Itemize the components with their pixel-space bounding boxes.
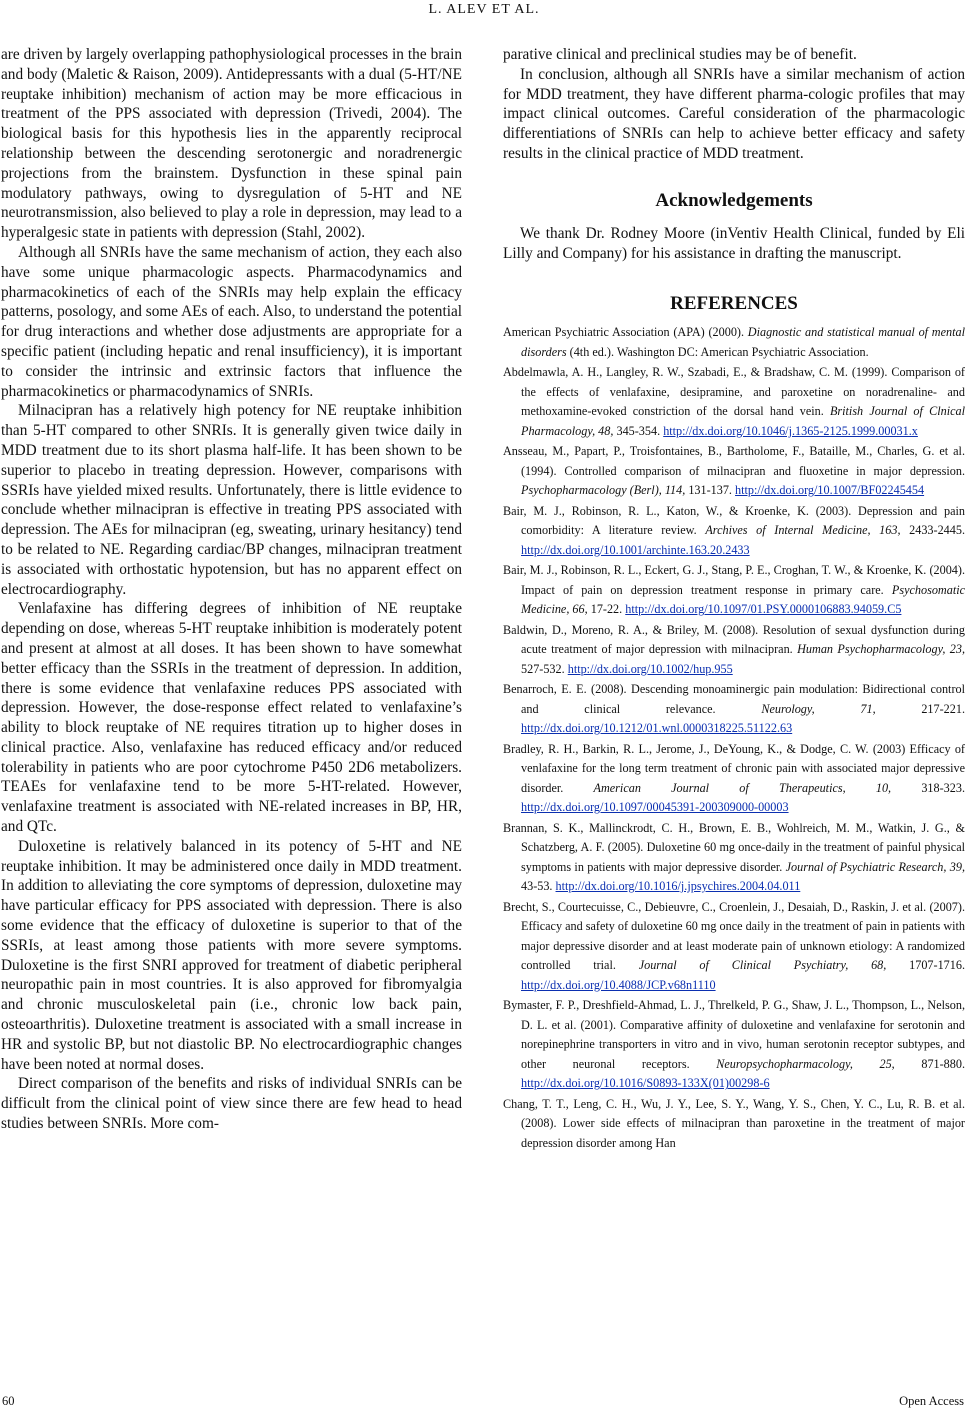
reference-item: Chang, T. T., Leng, C. H., Wu, J. Y., Lee, S. Y., Wang, Y. S., Chen, Y. C., Lu, R. B. et al. (2008). Lower side effects of milnacipran than paroxetine in the treatment of major depression disorder among Han [503, 1096, 965, 1150]
body-paragraph: Although all SNRIs have the same mechanism of action, they each also have some unique pharmacologic aspects. Pharmacodynamics and pharmacokinetics of each of the SNRIs may help explain the efficacy patterns, posology, and some AEs of each. Also, to understand the potential for drug interactions and whether dose adjustments are appropriate for a specific patient (including hepatic and renal insufficiency), it is important to consider the intrinsic and extrinsic factors that influence the pharmacokinetics or pharmacodynamics of SNRIs. [1, 243, 462, 400]
body-paragraph: Duloxetine is relatively balanced in its potency of 5-HT and NE reuptake inhibition. It may be administered once daily in MDD treatment. In addition to alleviating the core symptoms of depression, duloxetine may have particular efficacy for PPS associated with depression. There is also some evidence that the efficacy of duloxetine is superior to that of the SSRIs, at least among those patients with more severe symptoms. Duloxetine is the first SNRI approved for treatment of diabetic peripheral neuropathic pain in most countries. It is also approved for fibromyalgia and chronic musculoskeletal pain (i.e., chronic low back pain, osteoarthritis). Duloxetine treatment is associated with a small increase in HR and systolic BP, but not diastolic BP. No electrocardiographic changes have been noted at normal doses. [1, 837, 462, 1073]
doi-link[interactable]: http://dx.doi.org/10.4088/JCP.v68n1110 [521, 977, 716, 992]
doi-link[interactable]: http://dx.doi.org/10.1002/hup.955 [567, 661, 733, 676]
page-number: 60 [2, 1394, 15, 1408]
reference-item: American Psychiatric Association (APA) (2000). Diagnostic and statistical manual of mental disorders (4th ed.). Washington DC: American Psychiatric Association. [503, 325, 965, 359]
doi-link[interactable]: http://dx.doi.org/10.1007/BF02245454 [735, 483, 925, 498]
reference-item: Abdelmawla, A. H., Langley, R. W., Szabadi, E., & Bradshaw, C. M. (1999). Comparison of the effects of venlafaxine, desipramine, and paroxetine on noradrenaline- and methoxamine-evoked constriction of the dorsal hand vein. British Journal of Clnical Pharmacology, 48, 345-354. http://dx.doi.org/10.1046/j.1365-2125.1999.00031.x [503, 365, 965, 438]
reference-item: Ansseau, M., Papart, P., Troisfontaines, B., Bartholome, F., Bataille, M., Charles, G. et al. (1994). Controlled comparison of milnacipran and fluoxetine in major depression. Psychopharmacology (Berl), 114, 131-137. http://dx.doi.org/10.1007/BF02245454 [503, 444, 965, 498]
reference-list [503, 323, 965, 1153]
acknowledgements-text: We thank Dr. Rodney Moore (inVentiv Health Clinical, funded by Eli Lilly and Company) for his assistance in drafting the manuscript. [503, 224, 965, 262]
reference-item: Bymaster, F. P., Dreshfield-Ahmad, L. J., Threlkeld, P. G., Shaw, J. L., Thompson, L., Nelson, D. L. et al. (2001). Comparative affinity of duloxetine and venlafaxine for serotonin and norepinephrine transporters in vitro and in vivo, human serotonin receptor subtypes, and other neuronal receptors. Neuropsychopharmacology, 25, 871-880. http://dx.doi.org/10.1016/S0893-133X(01)00298-6 [503, 998, 966, 1091]
reference-item: Brecht, S., Courtecuisse, C., Debieuvre, C., Croenlein, J., Desaiah, D., Raskin, J. et al. (2007). Efficacy and safety of duloxetine 60 mg once daily in the treatment of pain in patients with major depressive disorder and at least moderate pain of unknown etiology: A randomized controlled trial. Journal of Clinical Psychiatry, 68, 1707-1716. http://dx.doi.org/10.4088/JCP.v68n1110 [503, 899, 965, 992]
doi-link[interactable]: http://dx.doi.org/10.1016/j.jpsychires.2004.04.011 [555, 879, 801, 894]
doi-link[interactable]: http://dx.doi.org/10.1212/01.wnl.0000318225.51122.63 [521, 721, 793, 736]
reference-item: Bradley, R. H., Barkin, R. L., Jerome, J., DeYoung, K., & Dodge, C. W. (2003) Efficacy of venlafaxine for the long term treatment of chronic pain with associated major depressive disorder. American Journal of Therapeutics, 10, 318-323. http://dx.doi.org/10.1097/00045391-200309000-00003 [503, 741, 965, 815]
reference-item: Bair, M. J., Robinson, R. L., Katon, W., & Kroenke, K. (2003). Depression and pain comorbidity: A literature review. Archives of Internal Medicine, 163, 2433-2445. http://dx.doi.org/10.1001/archinte.163.20.2433 [503, 503, 966, 557]
body-paragraph: are driven by largely overlapping pathophysiological processes in the brain and body (Maletic & Raison, 2009). Antidepressants with a dual (5-HT/NE reuptake inhibition) mechanism of action may be more efficacious in treatment of the PPS associated with depression (Trivedi, 2004). The biological basis for this hypothesis lies in the apparently reciprocal relationship between the descending serotonergic and noradrenergic projections from the brainstem. Dysfunction in these spinal pain modulatory pathways, owing to dysregulation of 5-HT and NE neurotransmission, also believed to play a role in depression, may lead to a hyperalgesic state in patients with depression (Stahl, 2002). [1, 46, 462, 242]
body-paragraph: Direct comparison of the benefits and risks of individual SNRIs can be difficult from the clinical point of view since there are few head to head studies between SNRIs. More com- [1, 1075, 462, 1133]
reference-item: Brannan, S. K., Mallinckrodt, C. H., Brown, E. B., Wohlreich, M. M., Watkin, J. G., & Schatzberg, A. F. (2005). Duloxetine 60 mg once-daily in the treatment of painful physical symptoms in patients with major depressive disorder. Journal of Psychiatric Research, 39, 43-53. http://dx.doi.org/10.1016/j.jpsychires.2004.04.011 [503, 820, 965, 894]
doi-link[interactable]: http://dx.doi.org/10.1097/00045391-200309000-00003 [521, 800, 789, 815]
body-paragraph: Milnacipran has a relatively high potency for NE reuptake inhibition than 5-HT compared to other SNRIs. It is generally given twice daily in MDD treatment due to its short plasma half-life. It has been shown to be superior to placebo in treating depression. However, comparisons with SSRIs have yielded mixed results. Unfortunately, there is little evidence to conclude whether milnacipran is effective in treating PPS associated with depression. The AEs for milnacipran (eg, sweating, urinary hesitancy) tend to be related to NE. Regarding cardiac/BP changes, milnacipran treatment is associated with orthostatic hypotension, but has no apparent effect on electrocardiography. [1, 402, 462, 598]
reference-item: Baldwin, D., Moreno, R. A., & Briley, M. (2008). Resolution of sexual dysfunction during acute treatment of major depression with milnacipran. Human Psychopharmacology, 23, 527-532. http://dx.doi.org/10.1002/hup.955 [503, 622, 966, 676]
reference-item: Bair, M. J., Robinson, R. L., Eckert, G. J., Stang, P. E., Croghan, T. W., & Kroenke, K. (2004). Impact of pain on depression treatment response in primary care. Psychosomatic Medicine, 66, 17-22. http://dx.doi.org/10.1097/01.PSY.0000106883.94059.C5 [503, 563, 965, 617]
body-paragraph: parative clinical and preclinical studies may be of benefit. [503, 46, 857, 63]
left-column [1, 45, 462, 1134]
body-paragraph: Venlafaxine has differing degrees of inhibition of NE reuptake depending on dose, whereas 5-HT reuptake inhibition is moderately potent and present at almost at all doses. It has been shown to have somewhat better efficacy than the SSRIs in the treatment of depression. In addition, there is some evidence that venlafaxine reduces PPS associated with depression. However, the dose-response effect related to venlafaxine’s ability to block reuptake of NE requires titration up to higher doses in clinical practice. Also, venlafaxine has reduced efficacy and/or reduced tolerability in patients who are poor cytochrome P450 2D6 metabolizers. TEAEs for venlafaxine tend to be more 5-HT-related. However, venlafaxine treatment is associated with NE-related increases in BP, HR, and QTc. [1, 600, 462, 836]
right-column [503, 45, 965, 1154]
doi-link[interactable]: http://dx.doi.org/10.1046/j.1365-2125.1999.00031.x [663, 423, 918, 438]
references-heading: REFERENCES [670, 293, 798, 315]
reference-item: Benarroch, E. E. (2008). Descending monoaminergic pain modulation: Bidirectional control and clinical relevance. Neurology, 71, 217-221. http://dx.doi.org/10.1212/01.wnl.0000318225.51122.63 [503, 682, 965, 736]
doi-link[interactable]: http://dx.doi.org/10.1016/S0893-133X(01)00298-6 [521, 1076, 770, 1091]
doi-link[interactable]: http://dx.doi.org/10.1001/archinte.163.20.2433 [521, 542, 750, 557]
body-paragraph: In conclusion, although all SNRIs have a similar mechanism of action for MDD treatment, they have different pharma-cologic profiles that may impact clinical outcomes. Careful consideration of the pharmacologic differentiations of SNRIs can help to achieve better efficacy and safety results in the clinical practice of MDD treatment. [503, 65, 965, 162]
acknowledgements-heading: Acknowledgements [655, 189, 813, 211]
running-head: L. ALEV ET AL. [428, 2, 540, 17]
journal-name: Open Access [899, 1394, 964, 1408]
doi-link[interactable]: http://dx.doi.org/10.1097/01.PSY.0000106883.94059.C5 [625, 602, 902, 617]
